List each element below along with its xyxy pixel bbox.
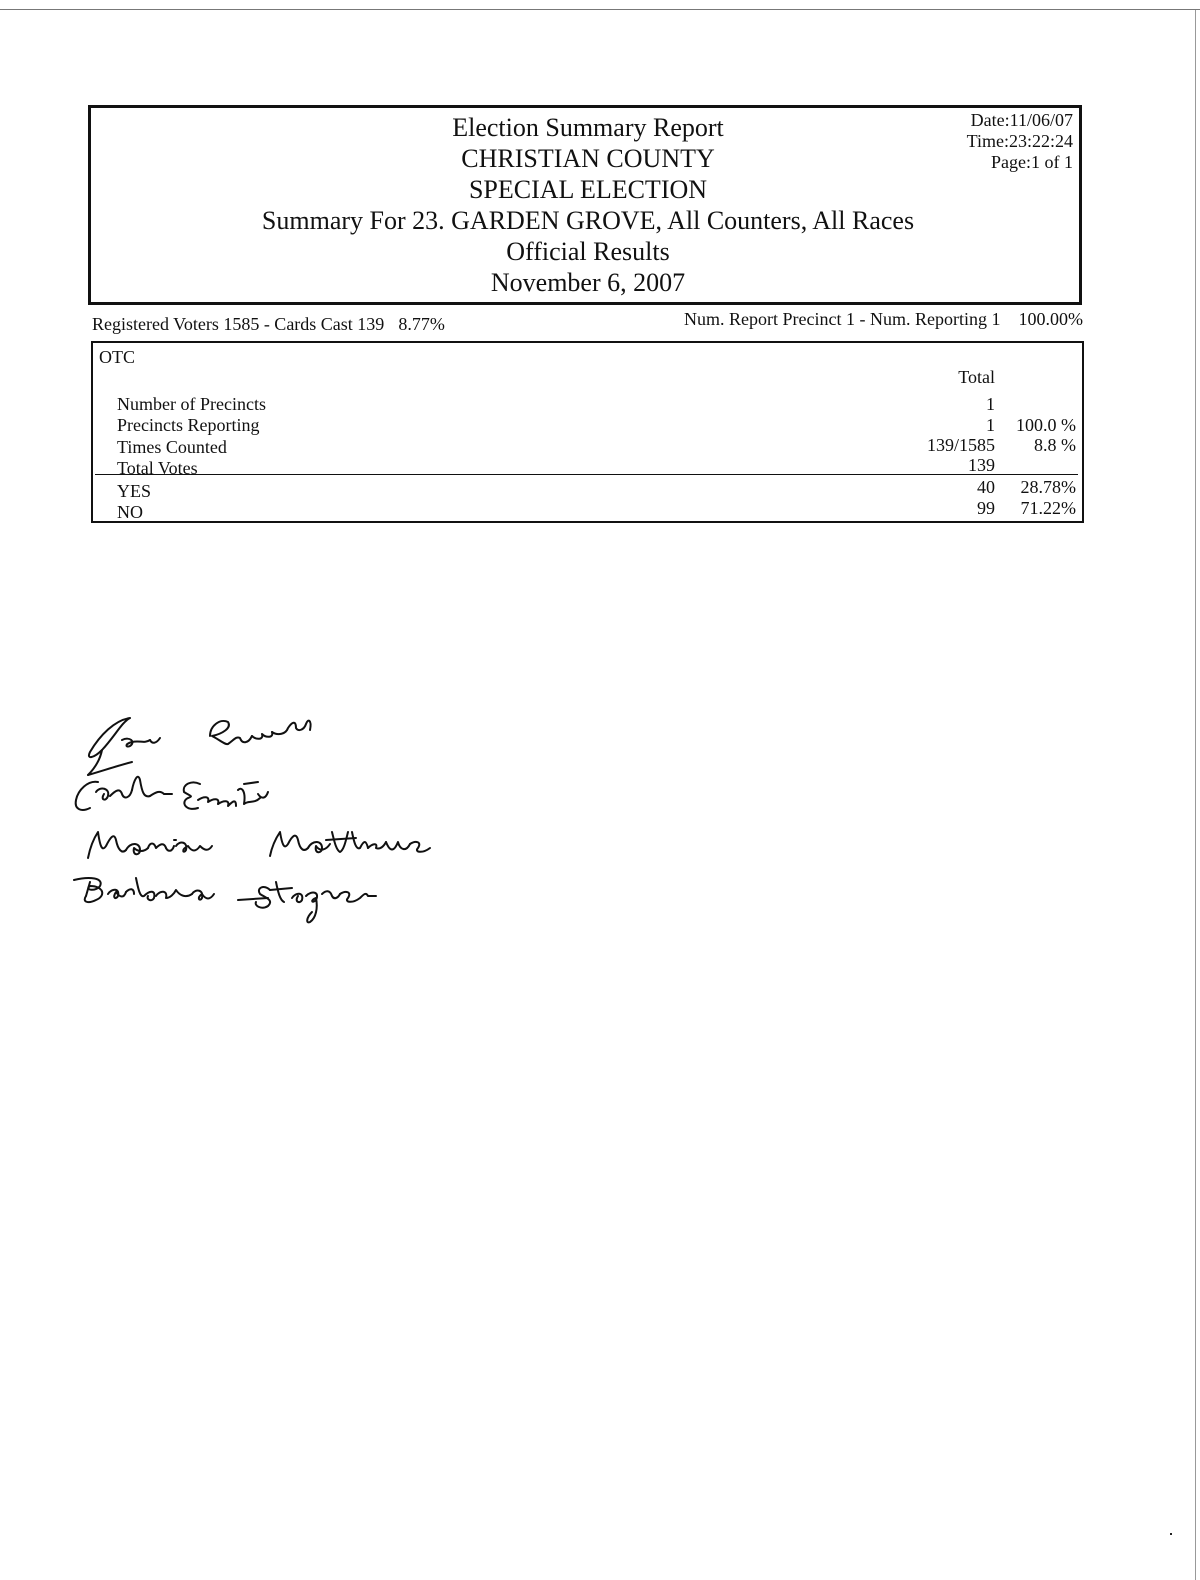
stat-value: 139/1585 <box>926 435 995 455</box>
election-name: SPECIAL ELECTION <box>468 175 708 204</box>
stat-label: Times Counted <box>117 437 227 457</box>
choice-percent: 28.78% <box>1020 477 1076 497</box>
summary-for-line: Summary For 23. GARDEN GROVE, All Counters, All Races <box>261 206 915 235</box>
stat-value: 139 <box>968 455 995 475</box>
precinct-report-text: Num. Report Precinct 1 - Num. Reporting 1 <box>684 309 1001 329</box>
meta-time: Time:23:22:24 <box>966 131 1073 151</box>
meta-page: Page:1 of 1 <box>991 152 1073 172</box>
signature-barbara-stogner <box>74 878 376 922</box>
voter-summary <box>92 314 445 335</box>
choice-row <box>93 498 1082 520</box>
signature-block <box>60 700 520 940</box>
choice-votes: 40 <box>977 477 995 497</box>
cards-cast-percent: 8.77% <box>398 314 445 334</box>
county-name: CHRISTIAN COUNTY <box>461 144 715 173</box>
choices-divider <box>95 474 1078 475</box>
choice-label: YES <box>117 481 152 501</box>
choice-votes: 99 <box>977 498 995 518</box>
signature-lisa-russell <box>88 718 311 775</box>
choice-row <box>93 477 1082 499</box>
meta-date: Date:11/06/07 <box>970 110 1073 130</box>
report-meta <box>967 110 1073 173</box>
report-header-box <box>88 105 1082 305</box>
stat-percent: 100.0 % <box>1016 415 1076 435</box>
total-column-header: Total <box>958 367 995 387</box>
precinct-summary <box>684 309 1083 330</box>
results-status: Official Results <box>506 237 670 266</box>
stat-value: 1 <box>986 415 995 435</box>
scan-speck <box>1170 1533 1172 1535</box>
election-date: November 6, 2007 <box>490 268 686 297</box>
scan-right-edge <box>1195 10 1196 1580</box>
stat-row <box>93 394 1082 416</box>
stat-percent: 8.8 % <box>1034 435 1076 455</box>
stat-label: Number of Precincts <box>117 394 266 414</box>
report-title: Election Summary Report <box>452 113 724 142</box>
scan-top-edge <box>0 9 1200 10</box>
stat-value: 1 <box>986 394 995 414</box>
stat-row <box>93 435 1082 457</box>
header-title-block <box>91 112 1085 298</box>
reporting-percent: 100.00% <box>1018 309 1083 329</box>
choice-percent: 71.22% <box>1020 498 1076 518</box>
stat-label: Precincts Reporting <box>117 415 260 435</box>
registered-cards-text: Registered Voters 1585 - Cards Cast 139 <box>92 314 385 334</box>
race-name: OTC <box>99 347 135 367</box>
race-results-box <box>91 341 1084 523</box>
stat-row <box>93 415 1082 437</box>
signature-carla-essert <box>76 777 268 810</box>
choice-label: NO <box>117 502 143 522</box>
signature-marian-matthews <box>88 832 430 858</box>
stat-label: Total Votes <box>117 458 198 478</box>
